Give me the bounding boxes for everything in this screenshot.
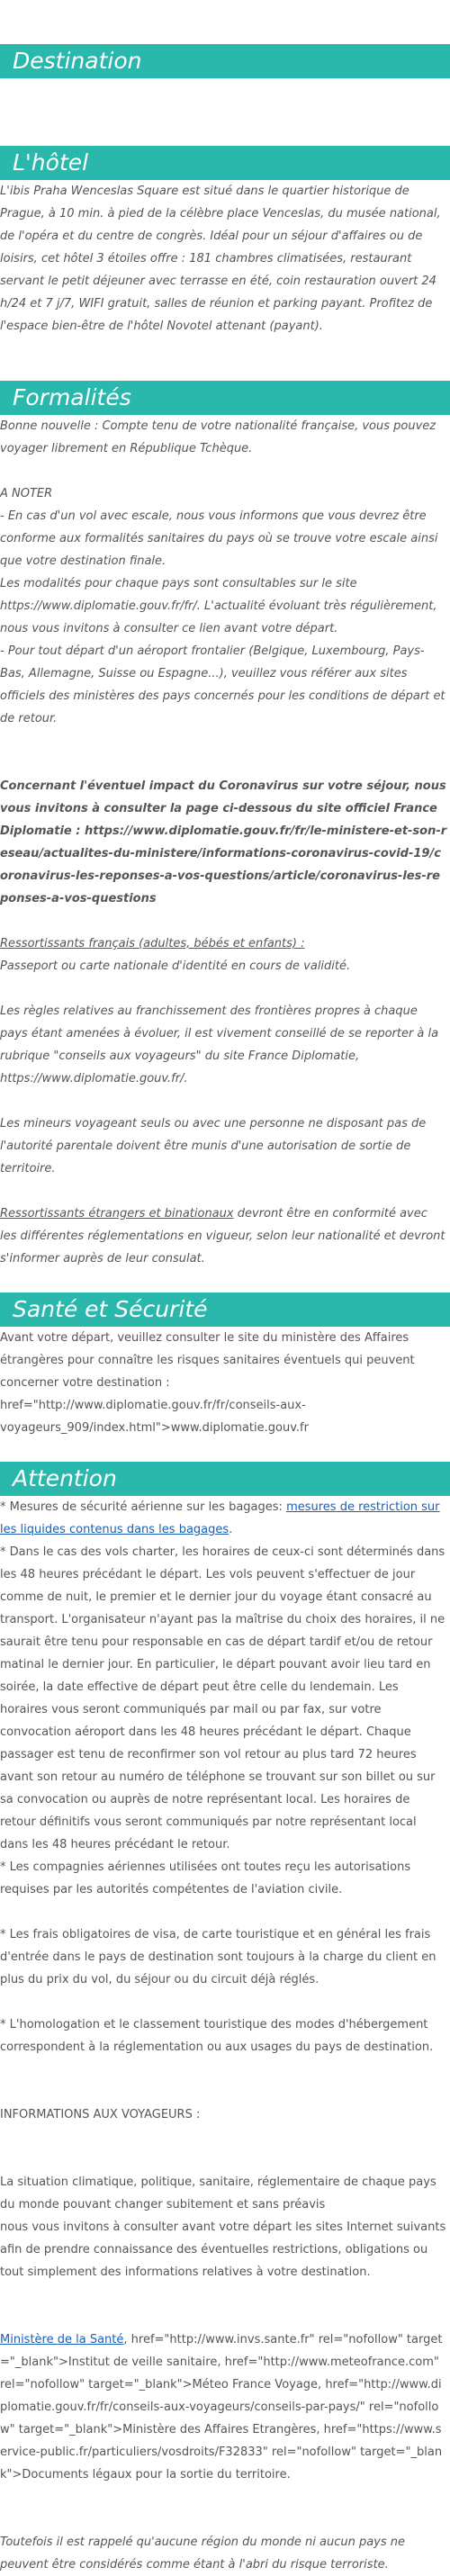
ressortissants-heading: Ressortissants français (adultes, bébés et enfants) :	[0, 937, 305, 950]
formalites-intro: Bonne nouvelle : Compte tenu de votre nationalité française, vous pouvez voyager librement en République Tchèque.	[0, 419, 436, 455]
ministere-link[interactable]: Ministère de la Santé	[0, 2333, 124, 2346]
ressortissants-text: Passeport ou carte nationale d'identité en cours de validité.	[0, 959, 351, 973]
charter-text: * Dans le cas des vols charter, les horaires de ceux-ci sont déterminés dans les 48 heures précédant le départ. Les vols peuvent s'effectuer de jour comme de nuit, le premier et le dernier jour du voyage étant consacré au transport. L'organisateur n'ayant pas la maîtrise du choix des horaires, il ne saurait être tenu pour responsable en cas de départ tardif et/ou de retour matinal le dernier jour. En particulier, le départ pouvant avoir lieu tard en soirée, la date effective de départ peut être celle du lendemain. Les horaires vous seront communiqués par mail ou par fax, sur votre convocation aéroport dans les 48 heures précédant le départ. Chaque passager est tenu de reconfirmer son vol retour au plus tard 72 heures avant son retour au numéro de téléphone se trouvant sur son billet ou sur sa convocation ou auprès de notre représentant local. Les horaires de retour définitifs vous seront communiqués par notre représentant local dans les 48 heures précédant le retour.	[0, 1545, 446, 1851]
sante-header	[0, 1293, 450, 1327]
formalites-header	[0, 381, 450, 415]
homologation-text: * L'homologation et le classement touristique des modes d'hébergement correspondent à la réglementation ou aux usages du pays de destination.	[0, 2018, 434, 2054]
sante-text: Avant votre départ, veuillez consulter le site du ministère des Affaires étrangères pour connaître les risques sanitaires éventuels qui peuvent concerner votre destination : href="http://www.diplomatie.gouv.fr/fr/conseils-aux-voyageurs_909/index.html">www.diplomatie.gouv.fr	[0, 1331, 415, 1435]
bagages-prefix: * Mesures de sécurité aérienne sur les bagages:	[0, 1500, 287, 1514]
etrangers-label: Ressortissants étrangers et binationaux	[0, 1207, 234, 1220]
hotel-title: L'hôtel	[13, 149, 89, 176]
situation-line: La situation climatique, politique, sanitaire, réglementaire de chaque pays du monde pouvant changer subitement et sans préavis	[0, 2175, 436, 2211]
attention-section	[0, 1496, 450, 2576]
toutefois-text: Toutefois il est rappelé qu'aucune région du monde ni aucun pays ne peuvent être considérés comme étant à l'abri du risque terroriste.	[0, 2535, 406, 2571]
sante-title: Santé et Sécurité	[13, 1296, 208, 1322]
compagnies-text: * Les compagnies aériennes utilisées ont toutes reçu les autorisations requises par les autorités compétentes de l'aviation civile.	[0, 1860, 411, 1896]
note-title: A NOTER	[0, 487, 53, 500]
bagages-suffix: .	[229, 1523, 233, 1536]
note-line: Les modalités pour chaque pays sont consultables sur le site https://www.diplomatie.gouv.fr/fr/. L'actualité évoluant très régulièrement, nous vous invitons à consulter ce lien avant votre départ.	[0, 577, 437, 635]
mineurs-text: Les mineurs voyageant seuls ou avec une personne ne disposant pas de l'autorité parentale doivent être munis d'une autorisation de sortie de territoire.	[0, 1117, 427, 1175]
infos-title: INFORMATIONS AUX VOYAGEURS :	[0, 2108, 201, 2121]
formalites-title: Formalités	[13, 384, 131, 410]
etrangers-paragraph	[0, 1202, 447, 1270]
bagages-paragraph	[0, 1496, 447, 1541]
regles-text: Les règles relatives au franchissement des frontières propres à chaque pays étant amenées à évoluer, il est vivement conseillé de se reporter à la rubrique "conseils aux voyageurs" du site France Diplomatie, https://www.diplomatie.gouv.fr/.	[0, 1004, 439, 1085]
frais-text: * Les frais obligatoires de visa, de carte touristique et en général les frais d'entrée dans le pays de destination sont toujours à la charge du client en plus du prix du vol, du séjour ou du circuit déjà réglés.	[0, 1928, 436, 1986]
ministere-text: , href="http://www.invs.sante.fr" rel="nofollow" target="_blank">Institut de veille sanitaire, href="http://www.meteofrance.com" rel="nofollow" target="_blank">Méteo France Voyage, href="http://www.diplomatie.gouv.fr/fr/conseils-aux-voyageurs/conseils-par-pays/" rel="nofollow" target="_blank">Ministère des Affaires Etrangères, href="https://www.service-public.fr/particuliers/vosdroits/F32833" rel="nofollow" target="_blank">Documents légaux pour la sortie du territoire.	[0, 2333, 443, 2481]
hotel-description: L'ibis Praha Wenceslas Square est situé dans le quartier historique de Prague, à 10 min. à pied de la célèbre place Venceslas, du musée national, de l'opéra et du centre de congrès. Idéal pour un séjour d'affaires ou de loisirs, cet hôtel 3 étoiles offre : 181 chambres climatisées, restaurant servant le petit déjeuner avec terrasse en été, coin restauration ouvert 24 h/24 et 7 j/7, WIFI gratuit, salles de réunion et parking payant. Profitez de l'espace bien-être de l'hôtel Novotel attenant (payant).	[0, 185, 441, 333]
note-line: - Pour tout départ d'un aéroport frontalier (Belgique, Luxembourg, Pays-Bas, Allemagne, Suisse ou Espagne...), veuillez vous référer aux sites officiels des ministères des pays concernés pour les conditions de départ et de retour.	[0, 644, 446, 725]
destination-header	[0, 44, 450, 78]
ministere-paragraph	[0, 2328, 447, 2486]
attention-title: Attention	[13, 1465, 117, 1491]
bagages-link[interactable]: mesures de restriction sur les liquides contenus dans les bagages	[0, 1500, 440, 1536]
situation-line: nous vous invitons à consulter avant votre départ les sites Internet suivants afin de prendre connaissance des éventuelles restrictions, obligations ou tout simplement des informations relatives à votre destination.	[0, 2220, 446, 2279]
hotel-section	[0, 180, 450, 338]
attention-header	[0, 1462, 450, 1496]
destination-title: Destination	[13, 48, 142, 74]
sante-section	[0, 1327, 450, 1439]
note-line: - En cas d'un vol avec escale, nous vous informons que vous devrez être conforme aux formalités sanitaires du pays où se trouve votre escale ainsi que votre destination finale.	[0, 509, 438, 568]
hotel-header	[0, 146, 450, 180]
formalites-section	[0, 415, 450, 1270]
etrangers-text: devront être en conformité avec les différentes réglementations en vigueur, selon leur nationalité et devront s'informer auprès de leur consulat.	[0, 1207, 446, 1265]
covid-notice: Concernant l'éventuel impact du Coronavirus sur votre séjour, nous vous invitons à consulter la page ci-dessous du site officiel France Diplomatie : https://www.diplomatie.gouv.fr/fr/le-ministere-et-son-reseau/actualites-du-ministere/informations-coronavirus-covid-19/coronavirus-les-reponses-a-vos-questions/article/coronavirus-les-reponses-a-vos-questions	[0, 779, 447, 905]
